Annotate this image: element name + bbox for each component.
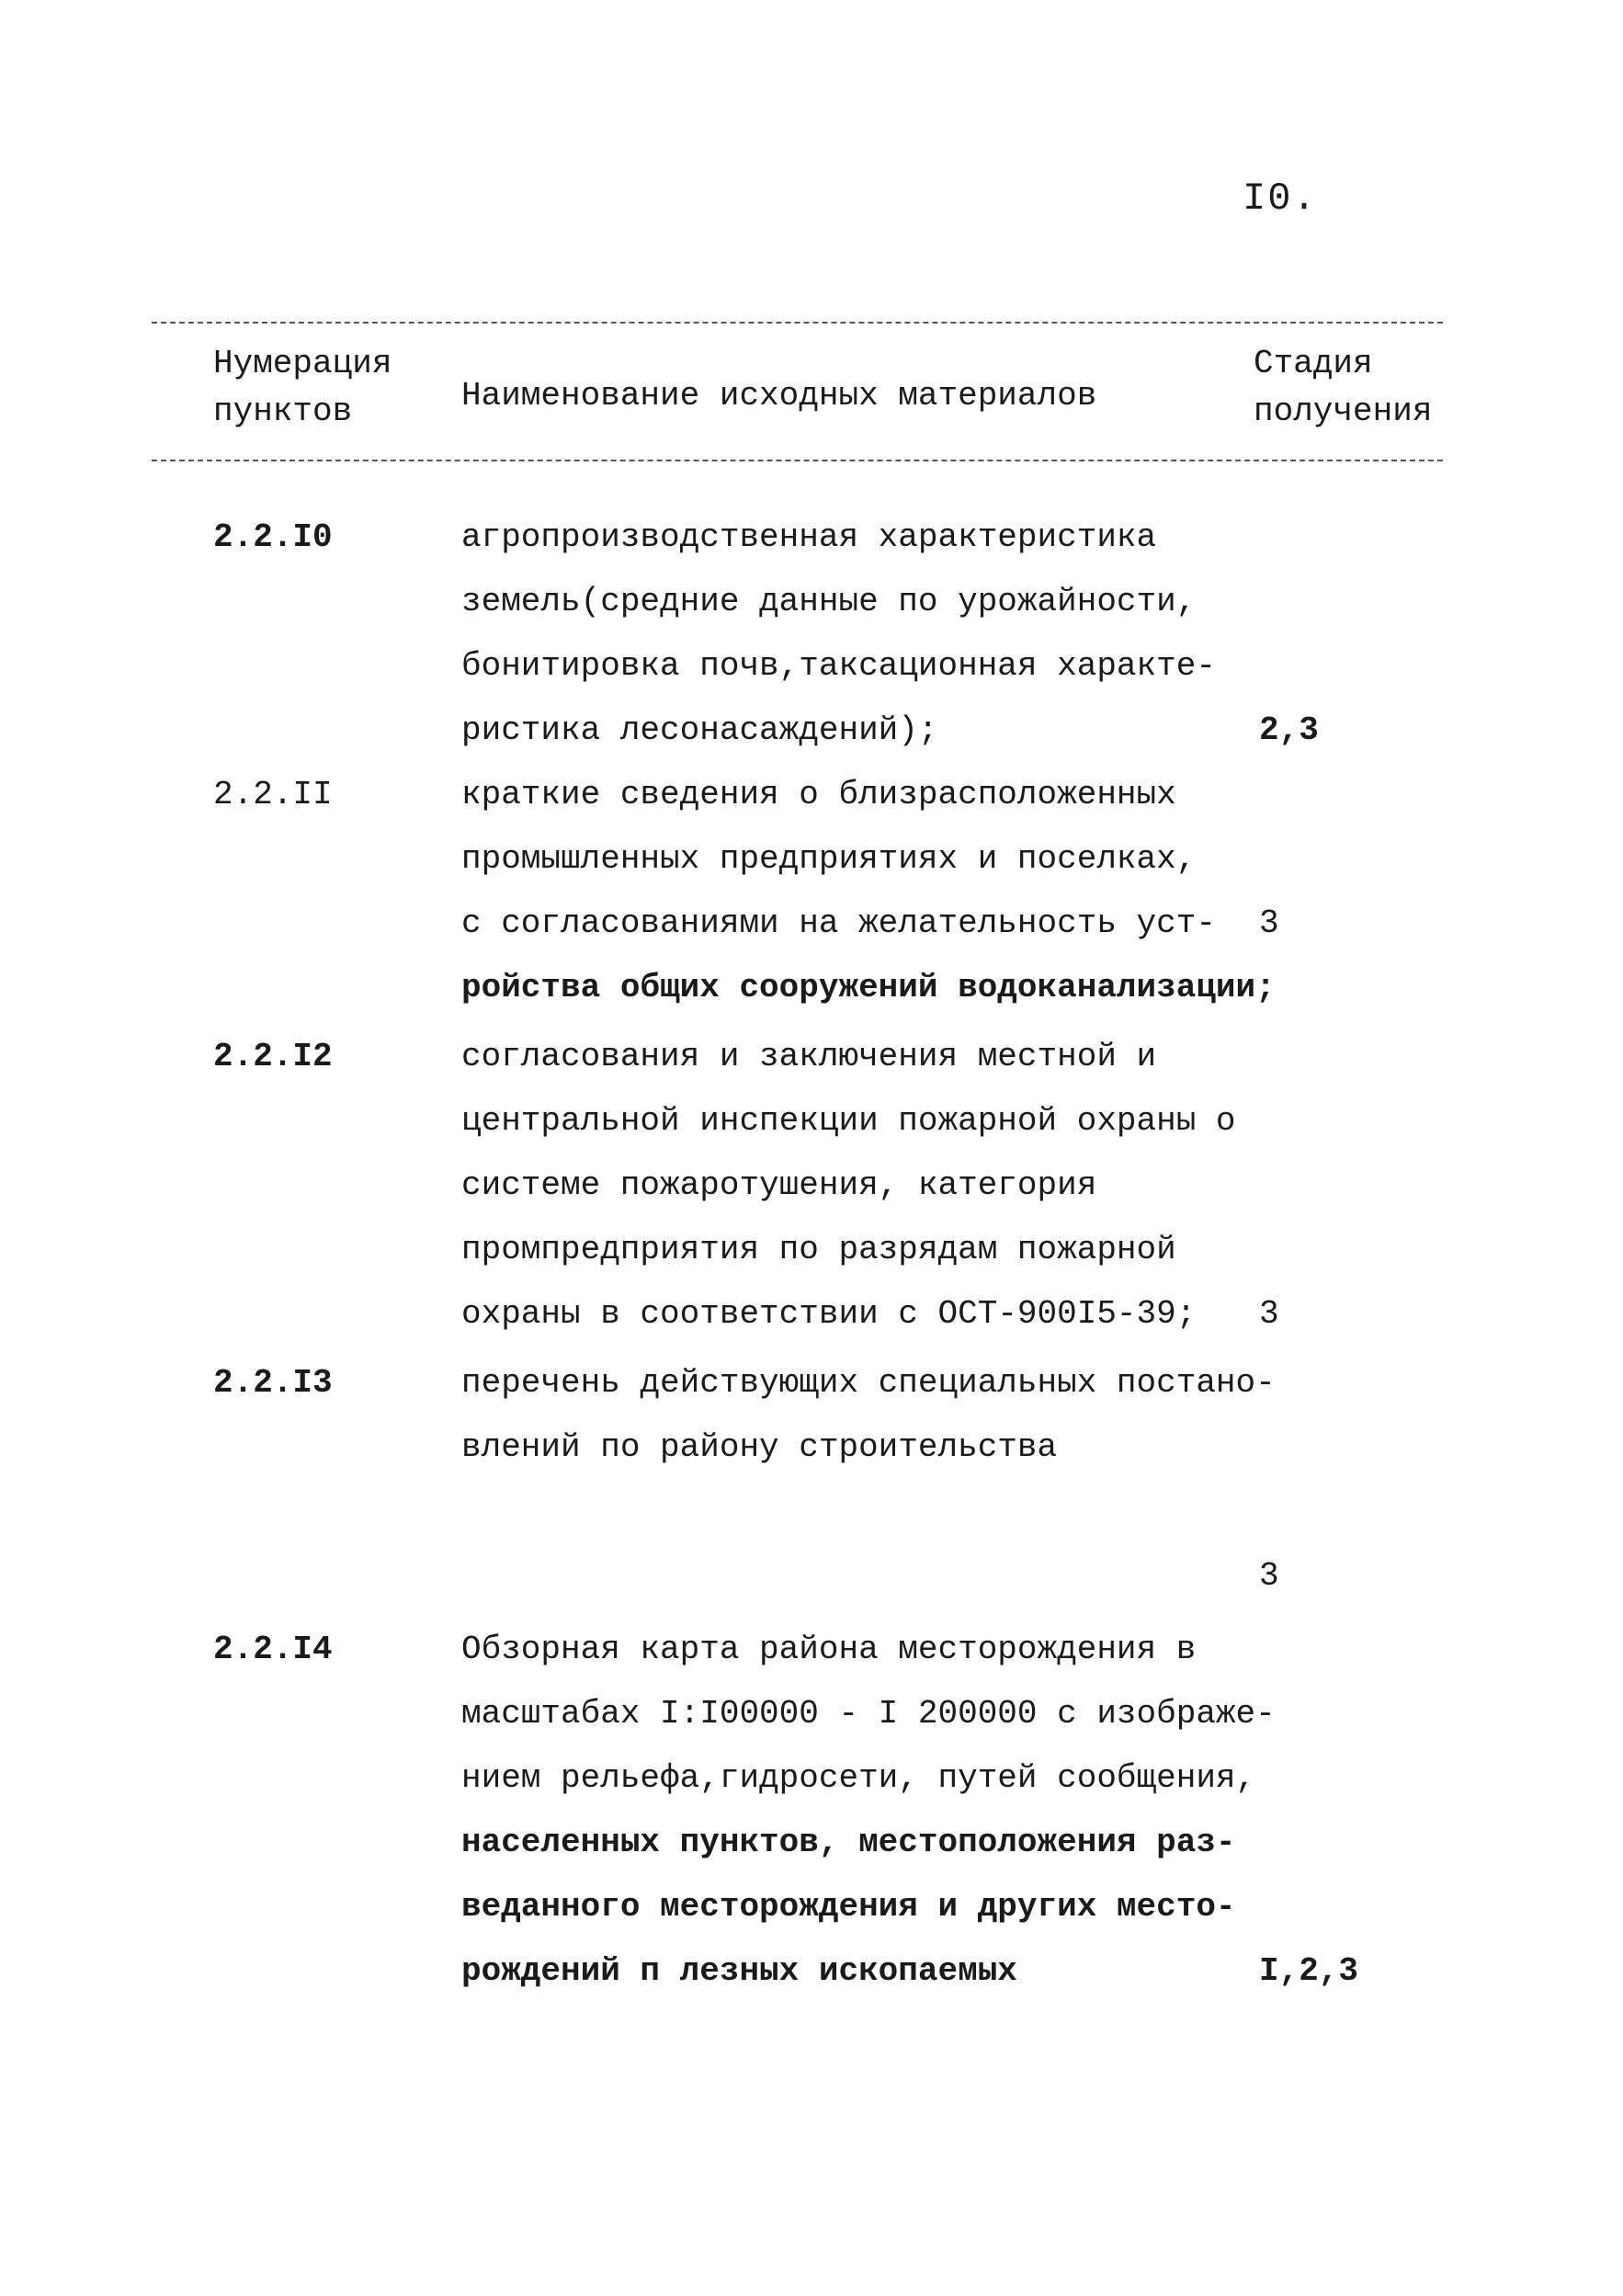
row-text-line: земель(средние данные по урожайности, [461,583,1197,620]
row-text-line: Обзорная карта района месторождения в [461,1631,1197,1668]
table-header-rule [152,460,1443,461]
row-text-line: охраны в соответствии с ОСТ-900I5-39; [461,1295,1197,1333]
row-number: 2.2.I2 [213,1038,333,1075]
row-stage: I,2,3 [1259,1952,1359,1990]
row-text-line: центральной инспекции пожарной охраны о [461,1102,1236,1140]
row-number: 2.2.I0 [213,518,333,556]
row-text-line: краткие сведения о близрасположенных [461,776,1176,813]
row-text-line: перечень действующих специальных постано- [461,1364,1276,1402]
row-text-line: веданного месторождения и других место- [461,1888,1236,1926]
row-text-line: с согласованиями на желательность уст- [461,904,1216,942]
row-text-line: промышленных предприятиях и поселках, [461,840,1197,878]
row-text-line: рождений п лезных ископаемых [461,1952,1017,1990]
row-number: 2.2.I3 [213,1364,333,1402]
row-text-line: бонитировка почв,таксационная характе- [461,647,1216,685]
row-stage: 3 [1259,904,1279,942]
row-number: 2.2.I4 [213,1631,333,1668]
row-stage: 3 [1259,1557,1279,1595]
row-text-line: населенных пунктов, местоположения раз- [461,1824,1236,1861]
row-text-line: масштабах I:I00000 - I 200000 с изображе- [461,1695,1276,1733]
row-text-line: ройства общих сооружений водоканализации; [461,969,1276,1006]
header-number-column: Нумерация пунктов [213,345,392,430]
row-text-line: нием рельефа,гидросети, путей сообщения, [461,1759,1256,1797]
row-text-line: влений по району строительства [461,1428,1058,1466]
table-top-rule [152,322,1443,324]
header-name-column: Наименование исходных материалов [461,377,1097,415]
page-number: I0. [1243,176,1318,221]
row-number: 2.2.II [213,776,333,813]
row-text-line: агропроизводственная характеристика [461,518,1157,556]
row-stage: 2,3 [1259,711,1319,749]
row-stage: 3 [1259,1295,1279,1333]
row-text-line: промпредприятия по разрядам пожарной [461,1231,1176,1268]
row-text-line: ристика лесонасаждений); [461,711,938,749]
row-text-line: системе пожаротушения, категория [461,1166,1097,1204]
row-text-line: согласования и заключения местной и [461,1038,1157,1075]
header-stage-column: Стадия получения [1254,345,1433,430]
